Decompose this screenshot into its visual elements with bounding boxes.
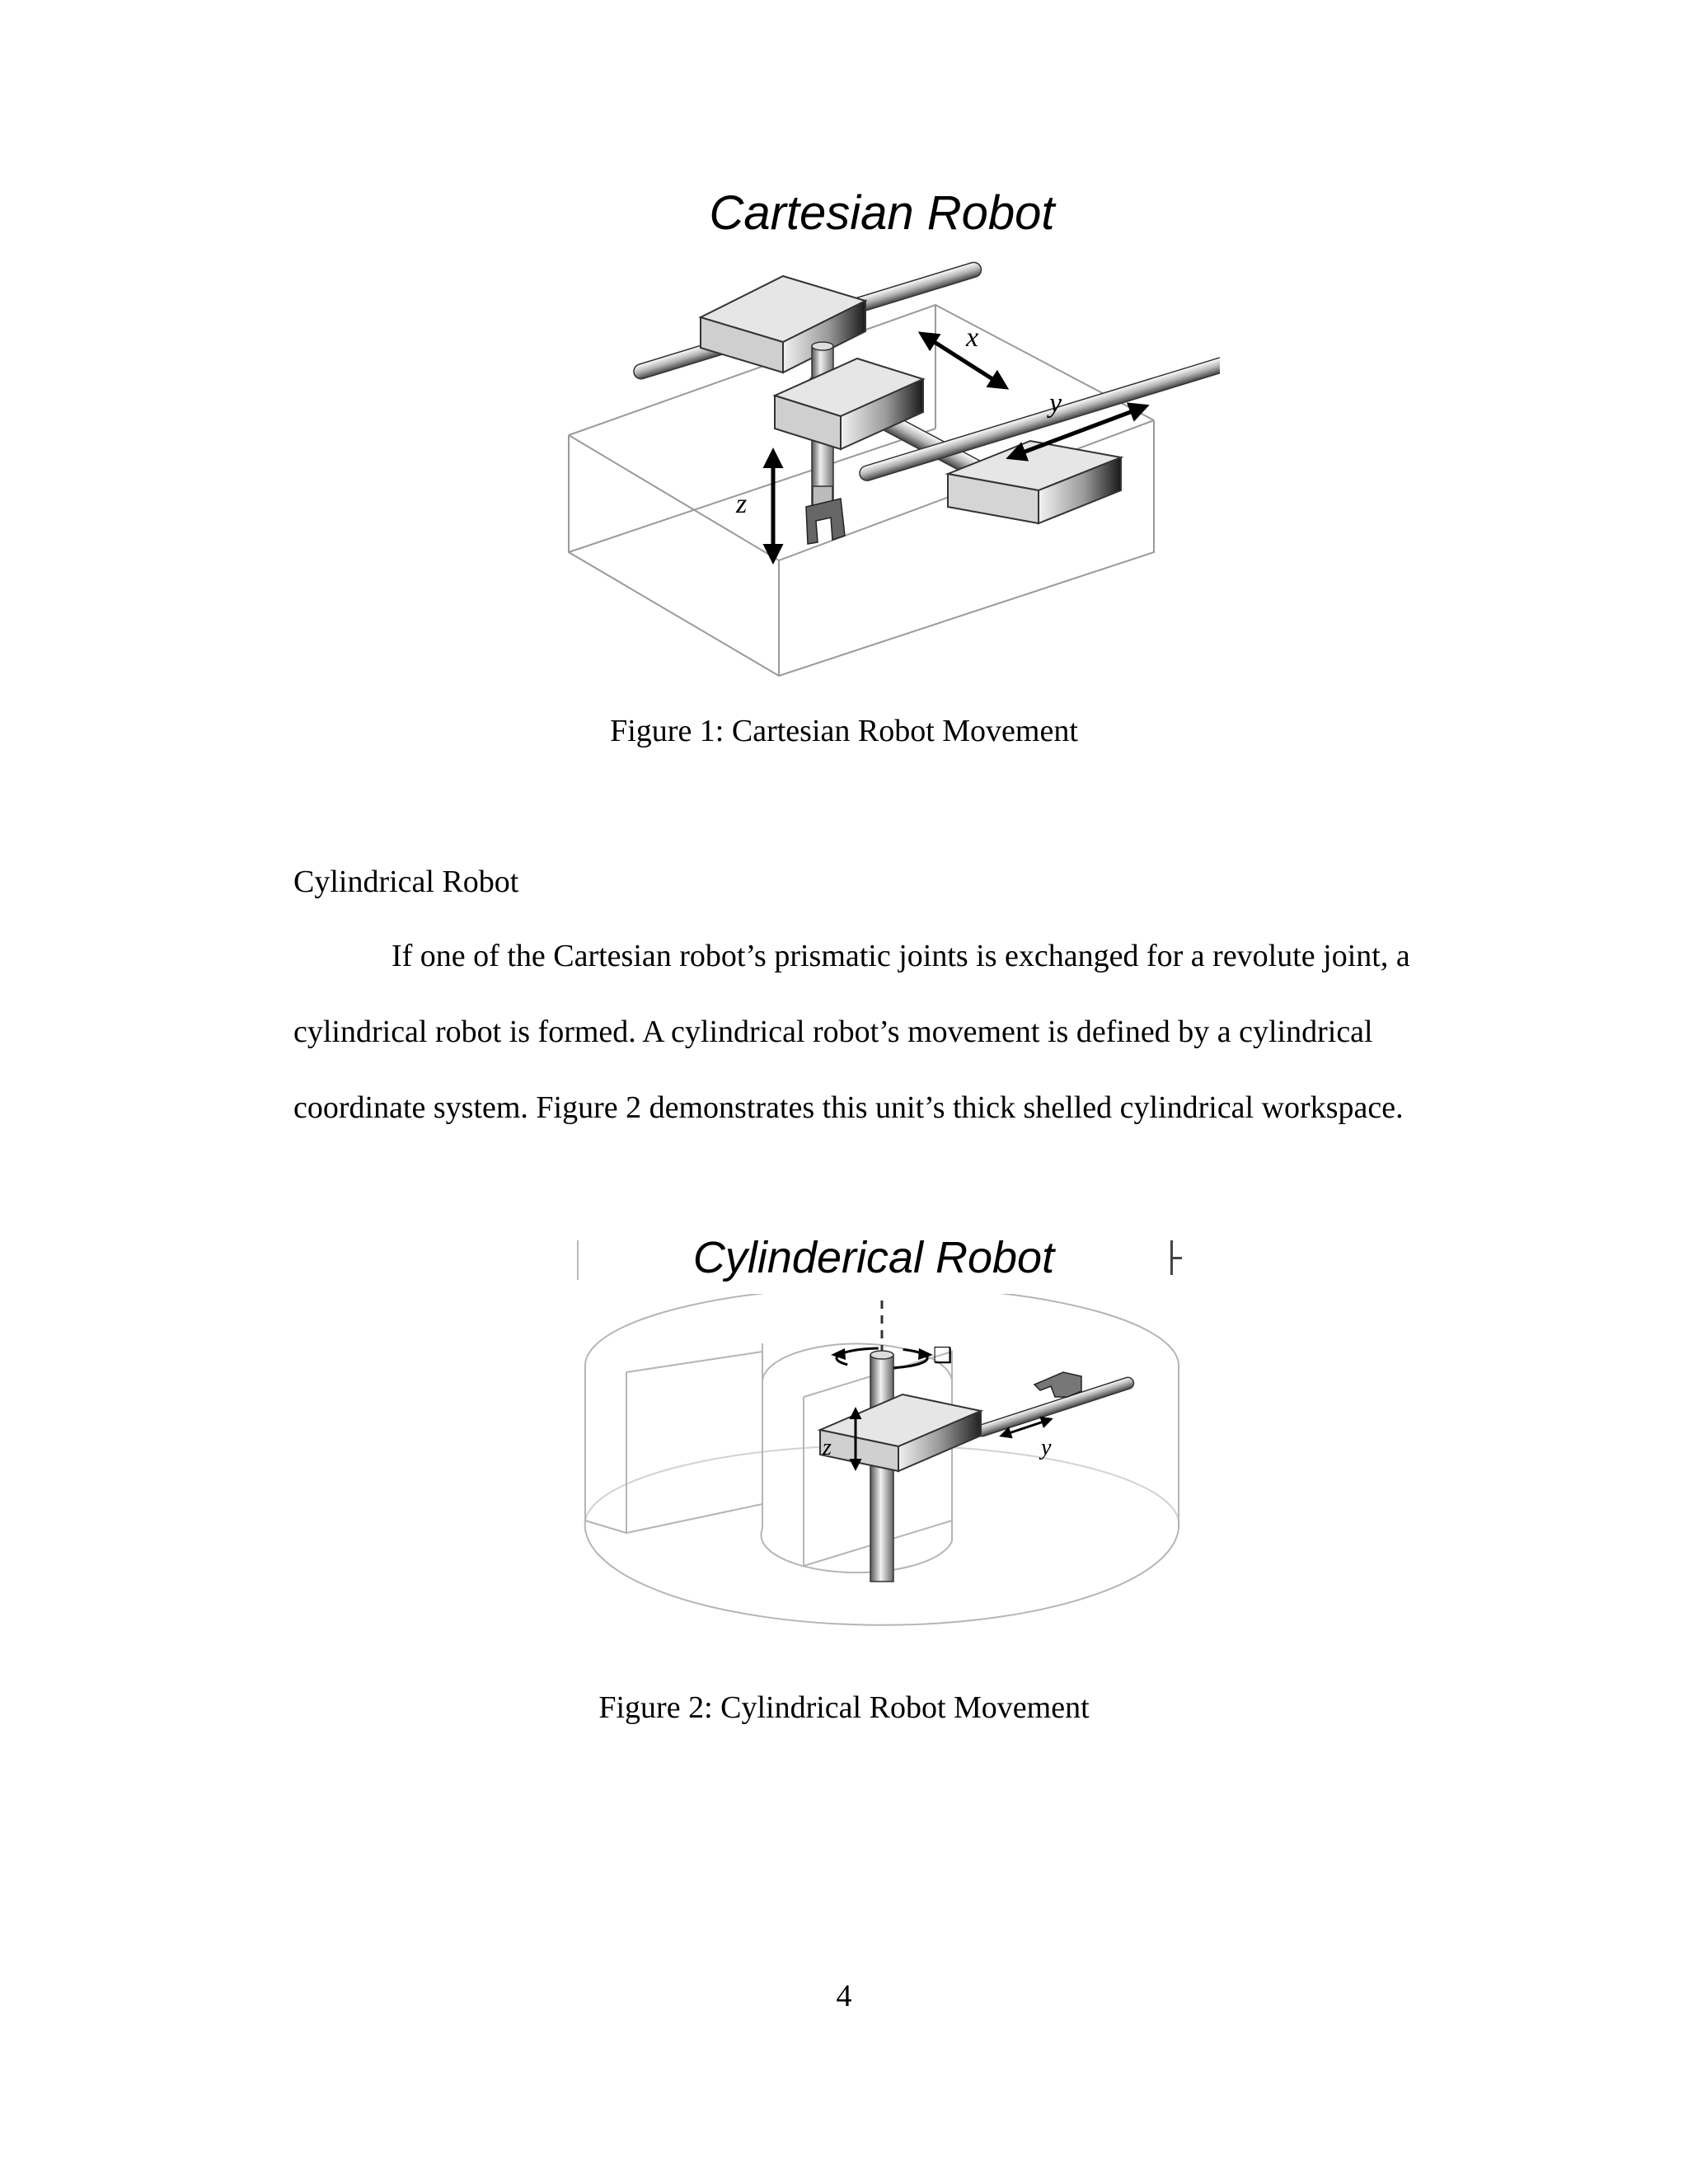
paragraph-line-2: cylindrical robot is formed. A cylindrical robot’s movement is defined by a cylindrical	[293, 1015, 1373, 1049]
figure1-cartesian-diagram	[560, 255, 1220, 684]
y-axis-label-2: y	[1041, 1435, 1052, 1460]
figure2-edge-mark-right-tick	[1170, 1257, 1182, 1259]
back-block	[701, 276, 865, 373]
paragraph-line-3: coordinate system. Figure 2 demonstrates this unit’s thick shelled cylindrical workspace.	[293, 1090, 1404, 1125]
cyl-gripper	[1034, 1372, 1081, 1397]
figure1-caption: Figure 1: Cartesian Robot Movement	[610, 714, 1078, 748]
x-axis-label: x	[966, 322, 979, 353]
section-heading: Cylindrical Robot	[293, 865, 519, 899]
paragraph-line-1: If one of the Cartesian robot’s prismatic joints is exchanged for a revolute joint, a	[392, 939, 1410, 973]
y-axis-label: y	[1049, 388, 1062, 419]
figure2-edge-mark-left	[577, 1240, 579, 1280]
figure2-caption: Figure 2: Cylindrical Robot Movement	[598, 1690, 1090, 1725]
figure2-title: Cylinderical Robot	[692, 1233, 1055, 1282]
front-block	[948, 441, 1121, 523]
figure1-title: Cartesian Robot	[709, 186, 1055, 240]
z-axis-label: z	[736, 489, 748, 519]
carriage-block	[820, 1394, 981, 1471]
z-axis-label-2: z	[823, 1435, 832, 1460]
figure2-cylindrical-diagram	[577, 1294, 1187, 1648]
rotation-symbol: ❑	[933, 1343, 953, 1368]
x-arrow	[921, 334, 1006, 387]
page-number: 4	[836, 1979, 852, 2013]
